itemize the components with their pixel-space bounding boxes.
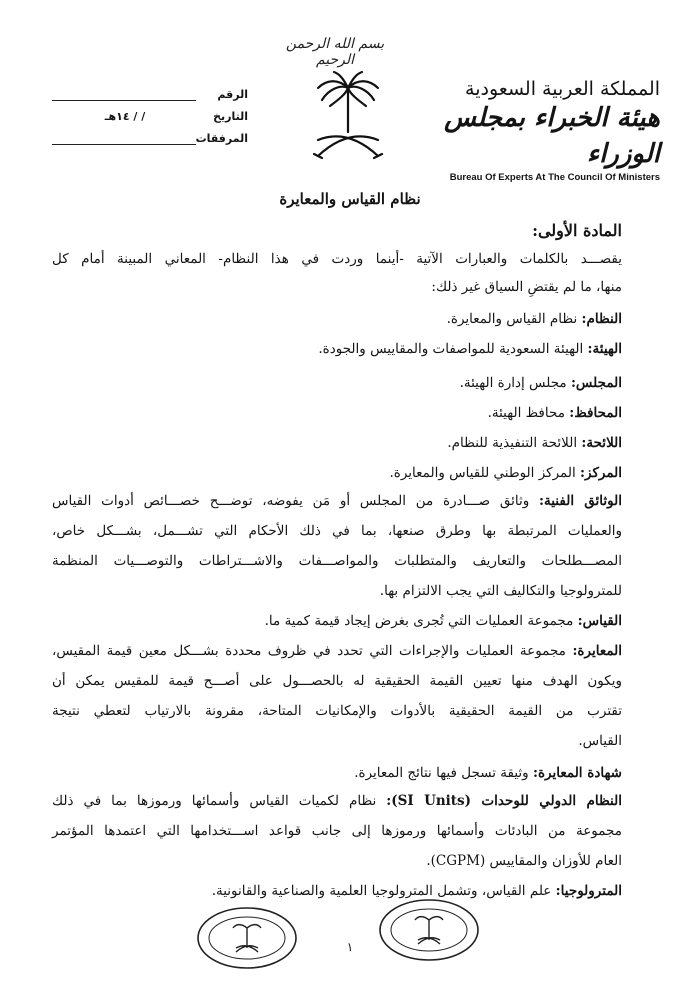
- definition-continuation: ويكون الهدف منها تعيين القيمة الحقيقية له بالحصـــول على أصـــح قيمة للمقيس يمكن أن: [52, 673, 622, 689]
- definition-text: مجموعة العمليات التي تُجرى بغرض إيجاد قيمة كمية ما.: [264, 613, 574, 629]
- definition-continuation: القياس.: [578, 733, 622, 749]
- definition-term: الوثائق الفنية:: [539, 493, 622, 509]
- ref-attachments-line: [52, 132, 196, 145]
- definition-text: مجلس إدارة الهيئة.: [459, 375, 567, 391]
- basmala: بسم الله الرحمن الرحيم: [285, 36, 385, 68]
- definition-authority: [52, 334, 622, 364]
- intro-line: منها، ما لم يقتضِ السياق غير ذلك:: [431, 279, 622, 295]
- definition-center: [52, 458, 622, 488]
- definition-council: [52, 368, 622, 398]
- definition-si-units: [52, 786, 622, 816]
- intro-line: يقصـــد بالكلمات والعبارات الآتية -أينما وردت في هذا النظام- المعاني المبينة أمام كل: [52, 251, 622, 267]
- reference-fields: [48, 82, 248, 148]
- definition-term: المعايرة:: [572, 643, 622, 659]
- definition-measurement: [52, 606, 622, 636]
- definition-metrology: [52, 876, 622, 906]
- official-seal-right: [378, 898, 480, 962]
- seal-icon: [196, 906, 298, 970]
- definition-system: [52, 304, 622, 334]
- ref-number-label: الرقم: [217, 88, 248, 101]
- definition-continuation: مجموعة من البادئات وأسمائها ورموزها إلى جانب قواعد اســـتخدامها التي اعتمدها المؤتمر: [52, 823, 622, 839]
- definition-text: وثيقة تسجل فيها نتائج المعايرة.: [354, 765, 529, 781]
- definition-text: وثائق صـــادرة من المجلس أو مَن يفوضه، توضـــح خصـــائص أدوات القياس: [52, 493, 530, 509]
- definition-term: النظام الدولي للوحدات (SI Units):: [386, 793, 622, 809]
- ref-attachments-row: [48, 126, 248, 145]
- definition-term: المترولوجيا:: [555, 883, 622, 899]
- definition-text: نظام القياس والمعايرة.: [446, 311, 578, 327]
- bureau-name-english: Bureau Of Experts At The Council Of Ministers: [449, 172, 660, 183]
- definition-calibration-certificate: [52, 758, 622, 788]
- definition-governor: [52, 398, 622, 428]
- organization-header: [410, 78, 660, 184]
- definition-continuation: المصـــطلحات والتعاريف والمتطلبات والمواصـــفات والاشـــتراطات والتوصـــيات المنظمة: [52, 553, 622, 569]
- definition-term: المركز:: [580, 465, 622, 481]
- article-heading: المادة الأولى:: [532, 221, 622, 240]
- definition-text: الهيئة السعودية للمواصفات والمقاييس والجودة.: [318, 341, 584, 357]
- definition-regulation: [52, 428, 622, 458]
- ref-date-row: [48, 104, 248, 123]
- definition-term: الهيئة:: [587, 341, 622, 357]
- bureau-name-arabic: هيئة الخبراء بمجلس الوزراء: [444, 103, 660, 169]
- ref-date-value: / / ١٤هـ: [104, 110, 146, 123]
- definition-term: المحافظ:: [569, 405, 622, 421]
- official-seal-left: [196, 906, 298, 970]
- ref-date-label: التاريخ: [213, 110, 248, 123]
- definition-continuation: العام للأوزان والمقاييس (CGPM).: [426, 853, 622, 869]
- definition-continuation: والعمليات المرتبطة بها وطرق صنعها، بما في ذلك الأحكام التي تشـــمل، بشـــكل خاص،: [52, 523, 622, 539]
- ref-number-row: [48, 82, 248, 101]
- page-number: ١: [346, 940, 354, 954]
- seal-icon: [378, 898, 480, 962]
- definition-term: النظام:: [581, 311, 622, 327]
- palm-and-swords-emblem-icon: [308, 66, 388, 162]
- definition-calibration: [52, 636, 622, 666]
- document-title: نظام القياس والمعايرة: [279, 190, 421, 208]
- definition-text: نظام لكميات القياس وأسمائها ورموزها بما في ذلك: [52, 793, 377, 809]
- kingdom-name: المملكة العربية السعودية: [465, 78, 660, 100]
- definition-text: علم القياس، وتشمل المترولوجيا العلمية والصناعية والقانونية.: [211, 883, 552, 899]
- definition-text: اللائحة التنفيذية للنظام.: [447, 435, 578, 451]
- definition-text: المركز الوطني للقياس والمعايرة.: [389, 465, 576, 481]
- definition-term: اللائحة:: [581, 435, 622, 451]
- ref-attachments-label: المرفقات: [195, 132, 248, 145]
- ref-number-line: [52, 88, 196, 101]
- definition-text: محافظ الهيئة.: [487, 405, 565, 421]
- definition-term: شهادة المعايرة:: [533, 765, 622, 781]
- definition-continuation: للمترولوجيا والتكاليف التي يجب الالتزام بها.: [379, 583, 622, 599]
- definition-term: القياس:: [577, 613, 622, 629]
- definition-technical-documents: [52, 486, 622, 516]
- definition-text: مجموعة العمليات والإجراءات التي تحدد في ظروف محددة بشـــكل معين قيمة المقيس،: [52, 643, 566, 659]
- definition-term: المجلس:: [570, 375, 622, 391]
- definition-continuation: تقترب من القيمة الحقيقية بالأدوات والإمكانيات المتاحة، مقرونة بالارتياب لتعطي نتيجة: [52, 703, 622, 719]
